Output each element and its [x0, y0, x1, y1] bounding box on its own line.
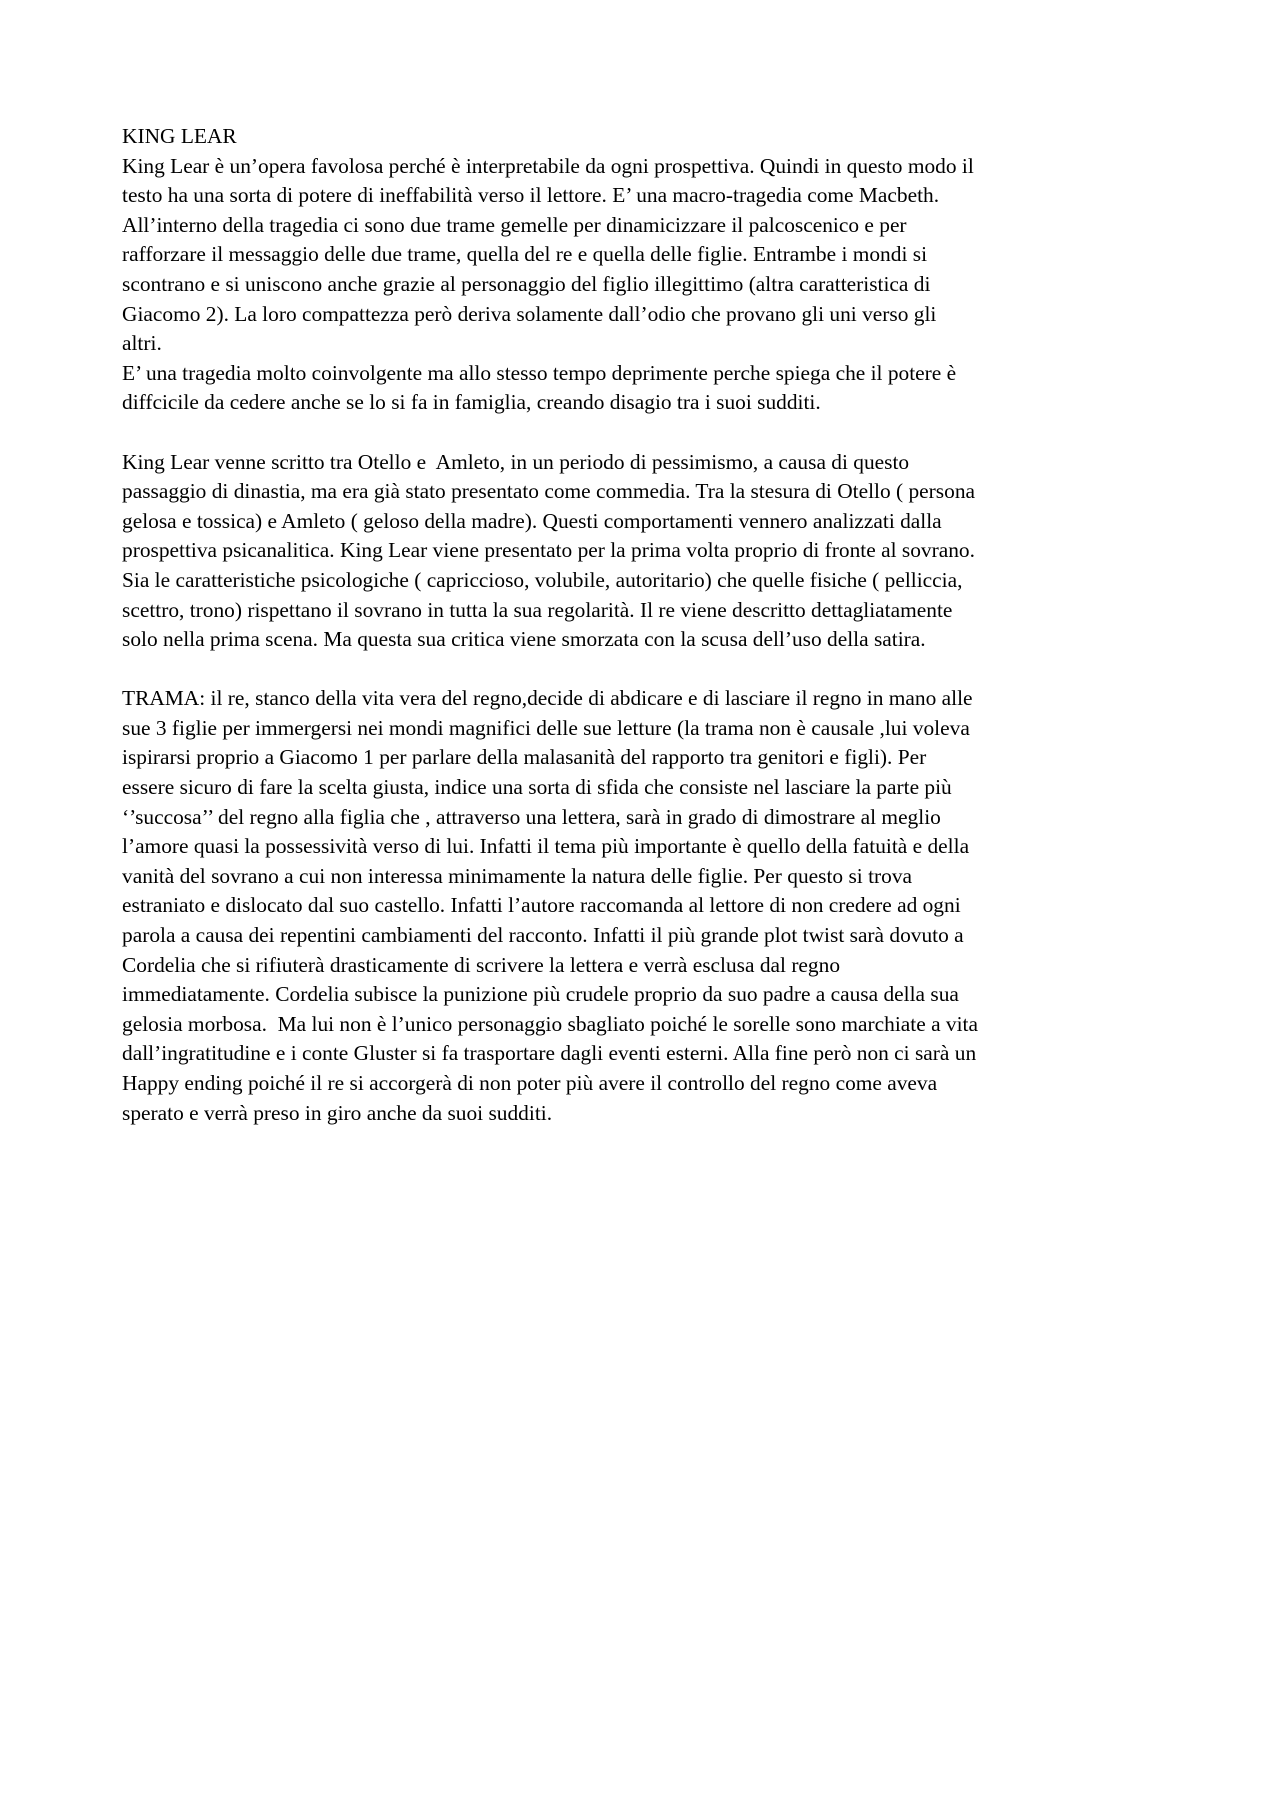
text-line: estraniato e dislocato dal suo castello. Infatti l’autore raccomanda al lettore di non credere ad ogni — [122, 893, 961, 918]
text-line: parola a causa dei repentini cambiamenti del racconto. Infatti il più grande plot twist sarà dovuto a — [122, 923, 964, 948]
text-line: scontrano e si uniscono anche grazie al personaggio del figlio illegittimo (altra caratteristica di — [122, 271, 931, 296]
text-line: gelosia morbosa. Ma lui non è l’unico personaggio sbagliato poiché le sorelle sono marchiate a vita — [122, 1011, 978, 1036]
paragraph-plot — [122, 684, 1168, 1128]
text-line: King Lear venne scritto tra Otello e Amleto, in un periodo di pessimismo, a causa di questo — [122, 449, 910, 474]
text-line: King Lear è un’opera favolosa perché è interpretabile da ogni prospettiva. Quindi in questo modo il — [122, 153, 974, 178]
document-page — [122, 122, 1168, 1128]
text-line: vanità del sovrano a cui non interessa minimamente la natura delle figlie. Per questo si trova — [122, 863, 913, 888]
text-line: Sia le caratteristiche psicologiche ( capriccioso, volubile, autoritario) che quelle fisiche ( pelliccia, — [122, 567, 963, 592]
text-line: ‘’succosa’’ del regno alla figlia che , attraverso una lettera, sarà in grado di dimostrare al meglio — [122, 804, 941, 829]
text-line: prospettiva psicanalitica. King Lear viene presentato per la prima volta proprio di fronte al sovrano. — [122, 538, 975, 563]
text-line: Happy ending poiché il re si accorgerà di non poter più avere il controllo del regno come aveva — [122, 1071, 938, 1095]
text-line: altri. — [122, 331, 162, 356]
text-line: solo nella prima scena. Ma questa sua critica viene smorzata con la scusa dell’uso della satira. — [122, 627, 926, 652]
paragraph-intro — [122, 152, 1168, 359]
text-line: ispirarsi proprio a Giacomo 1 per parlare della malasanità del rapporto tra genitori e figli). Per — [122, 745, 927, 770]
text-line: rafforzare il messaggio delle due trame, quella del re e quella delle figlie. Entrambe i mondi si — [122, 242, 928, 267]
text-line: E’ una tragedia molto coinvolgente ma allo stesso tempo deprimente perche spiega che il potere è — [122, 360, 957, 385]
text-line: gelosa e tossica) e Amleto ( geloso della madre). Questi comportamenti vennero analizzati dalla — [122, 508, 942, 533]
text-line: Giacomo 2). La loro compattezza però deriva solamente dall’odio che provano gli uni verso gli — [122, 301, 937, 326]
text-line: diffcicile da cedere anche se lo si fa in famiglia, creando disagio tra i suoi sudditi. — [122, 390, 821, 415]
text-line: Cordelia che si rifiuterà drasticamente di scrivere la lettera e verrà esclusa dal regno — [122, 952, 841, 977]
text-line: TRAMA: il re, stanco della vita vera del regno,decide di abdicare e di lasciare il regno in mano alle — [122, 686, 973, 711]
paragraph-context — [122, 448, 1168, 655]
text-line: All’interno della tragedia ci sono due trame gemelle per dinamicizzare il palcoscenico e per — [122, 212, 907, 237]
text-line: dall’ingratitudine e i conte Gluster si fa trasportare dagli eventi esterni. Alla fine però non ci sarà un — [122, 1041, 977, 1066]
paragraph-spacer — [122, 655, 1168, 685]
text-line: passaggio di dinastia, ma era già stato presentato come commedia. Tra la stesura di Otello ( persona — [122, 479, 976, 504]
text-line: testo ha una sorta di potere di ineffabilità verso il lettore. E’ una macro-tragedia come Macbeth. — [122, 183, 940, 208]
document-title: KING LEAR — [122, 124, 237, 148]
text-line: sue 3 figlie per immergersi nei mondi magnifici delle sue letture (la trama non è causale ,lui voleva — [122, 715, 970, 740]
text-line: essere sicuro di fare la scelta giusta, indice una sorta di sfida che consiste nel lasciare la parte più — [122, 775, 952, 800]
paragraph-spacer — [122, 418, 1168, 448]
text-line: scettro, trono) rispettano il sovrano in tutta la sua regolarità. Il re viene descritto dettagliatamente — [122, 597, 953, 622]
text-line: sperato e verrà preso in giro anche da suoi sudditi. — [122, 1100, 553, 1125]
text-line: l’amore quasi la possessività verso di lui. Infatti il tema più importante è quello della fatuità e della — [122, 834, 970, 859]
text-line: immediatamente. Cordelia subisce la punizione più crudele proprio da suo padre a causa della sua — [122, 982, 959, 1007]
paragraph-tragedy — [122, 359, 1168, 418]
